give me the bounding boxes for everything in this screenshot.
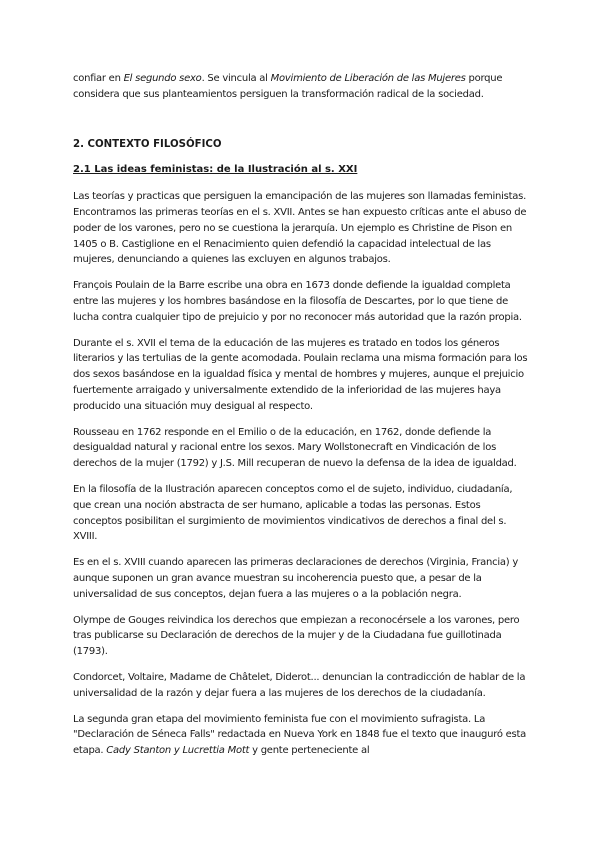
intro-text-2: . Se vincula al [201,73,271,84]
page-body [73,71,528,769]
paragraph-4: Rousseau en 1762 responde en el Emilio o de la educación, en 1762, donde defiende la desigualdad natural y racional entre los sexos. Mary Wollstonecraft en Vindicación de los derechos de la mujer (1792) y J.S. Mill recuperan de nuevo la defensa de la idea de igualdad. [73,426,517,470]
section-heading: 2. CONTEXTO FILOSÓFICO [73,138,222,150]
intro-paragraph [73,71,528,103]
paragraph-1: Las teorías y practicas que persiguen la emancipación de las mujeres son llamadas feministas. Encontramos las primeras teorías en el s. XVII. Antes se han expuesto críticas ante el abuso de poder de los varones, pero no se cuestiona la jerarquía. Un ejemplo es Christine de Pison en 1405 o B. Castiglione en el Renacimiento quien defendió la capacidad intelectual de las mujeres, denunciando a quienes las excluyen en algunos trabajos. [73,191,527,266]
paragraph-2: François Poulain de la Barre escribe una obra en 1673 donde defiende la igualdad completa entre las mujeres y los hombres basándose en la filosofía de Descartes, por lo que tiene de lucha contra cualquier tipo de prejuicio y por no reconocer más autoridad que la razón propia. [73,280,522,323]
paragraph-7: Olympe de Gouges reivindica los derechos que empiezan a reconocérsele a los varones, pero tras publicarse su Declaración de derechos de la mujer y de la Ciudadana fue guillotinada (1793). [73,614,520,658]
book-title: El segundo sexo [123,73,202,84]
last-text-1: La segunda gran etapa del movimiento feminista fue con el movimiento sufragista. La "Declaración de Séneca Falls" redactada en Nueva York en 1848 fue el texto que inauguró esta etapa. [73,713,527,757]
subsection-heading: 2.1 Las ideas feministas: de la Ilustración al s. XXI [73,164,358,176]
paragraph-8: Condorcet, Voltaire, Madame de Châtelet, Diderot... denuncian la contradicción de hablar de la universalidad de la razón y dejar fuera a las mujeres de los derechos de la ciudadanía. [73,671,526,699]
suffragist-names: Cady Stanton y Lucrettia Mott [106,745,250,757]
paragraph-5: En la filosofía de la Ilustración aparecen conceptos como el de sujeto, individuo, ciudadanía, que crean una noción abstracta de ser humano, aplicable a todas las personas. Estos conceptos posibilitan el surgimiento de movimientos vindicativos de derechos a final del s. XVIII. [73,483,513,543]
movement-name: Movimiento de Liberación de las Mujeres [270,73,466,84]
paragraph-3: Durante el s. XVII el tema de la educación de las mujeres es tratado en todos los géneros literarios y las tertulias de la gente acomodada. Poulain reclama una misma formación para los dos sexos basándose en la igualdad física y mental de hombres y mujeres, aunque el prejuicio fuertemente arraigado y universalmente extendido de la inferioridad de las mujeres haya producido una situación muy desigual al respecto. [73,337,528,412]
paragraph-6: Es en el s. XVIII cuando aparecen las primeras declaraciones de derechos (Virginia, Francia) y aunque suponen un gran avance muestran su incoherencia puesto que, a pesar de la universalidad de sus conceptos, dejan fuera a las mujeres o a la población negra. [73,557,519,600]
intro-text-3: porque considera que sus planteamientos persiguen la transformación radical de la sociedad. [73,73,503,100]
intro-text-1: confiar en [73,73,124,84]
last-text-2: y gente perteneciente al [249,745,370,757]
paragraph-9 [73,712,528,759]
